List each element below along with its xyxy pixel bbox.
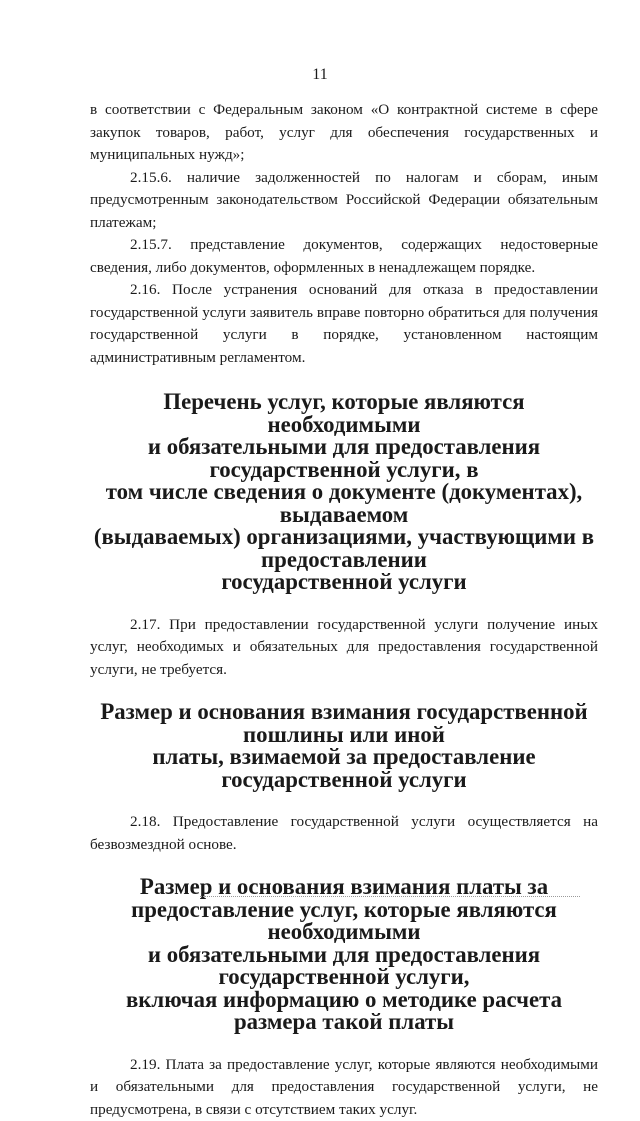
paragraph-2-15-6: 2.15.6. наличие задолженностей по налогам и сборам, иным предусмотренным законодательством Российской Федерации обязательным платежам;: [90, 167, 598, 235]
paragraph-2-17: 2.17. При предоставлении государственной услуги получение иных услуг, необходимых и обязательных для предоставления государственной услуги, не требуется.: [90, 614, 598, 682]
paragraph-2-19: 2.19. Плата за предоставление услуг, которые являются необходимыми и обязательными для предоставления государственной услуги, не предусмотрена, в связи с отсутствием таких услуг.: [90, 1054, 598, 1121]
page-number: 11: [0, 66, 640, 84]
section-heading-required-services: [90, 391, 598, 594]
heading-line: и обязательными для предоставления государственной услуги, в: [90, 436, 598, 481]
heading-line: и обязательными для предоставления государственной услуги,: [90, 944, 598, 989]
heading-line: том числе сведения о документе (документах), выдаваемом: [90, 481, 598, 526]
paragraph-2-15-7: 2.15.7. представление документов, содержащих недостоверные сведения, либо документов, оформленных в ненадлежащем порядке.: [90, 234, 598, 279]
heading-line: предоставление услуг, которые являются необходимыми: [90, 899, 598, 944]
paragraph-continuation: в соответствии с Федеральным законом «О контрактной системе в сфере закупок товаров, работ, услуг для обеспечения государственных и муниципальных нужд»;: [90, 99, 598, 167]
heading-line: платы, взимаемой за предоставление государственной услуги: [90, 746, 598, 791]
heading-line: (выдаваемых) организациями, участвующими в предоставлении: [90, 526, 598, 571]
heading-line: Перечень услуг, которые являются необходимыми: [90, 391, 598, 436]
heading-line: государственной услуги: [90, 571, 598, 594]
scan-footer-artifact: [200, 896, 580, 901]
heading-line: Размер и основания взимания платы за: [90, 876, 598, 899]
heading-line: включая информацию о методике расчета размера такой платы: [90, 989, 598, 1034]
paragraph-2-16: 2.16. После устранения оснований для отказа в предоставлении государственной услуги заявитель вправе повторно обратиться для получения государственной услуги в порядке, установленном настоящим административным регламентом.: [90, 279, 598, 369]
paragraph-2-18: 2.18. Предоставление государственной услуги осуществляется на безвозмездной основе.: [90, 811, 598, 856]
section-heading-state-fee: [90, 701, 598, 791]
document-body: [90, 99, 598, 1121]
heading-line: Размер и основания взимания государственной пошлины или иной: [90, 701, 598, 746]
